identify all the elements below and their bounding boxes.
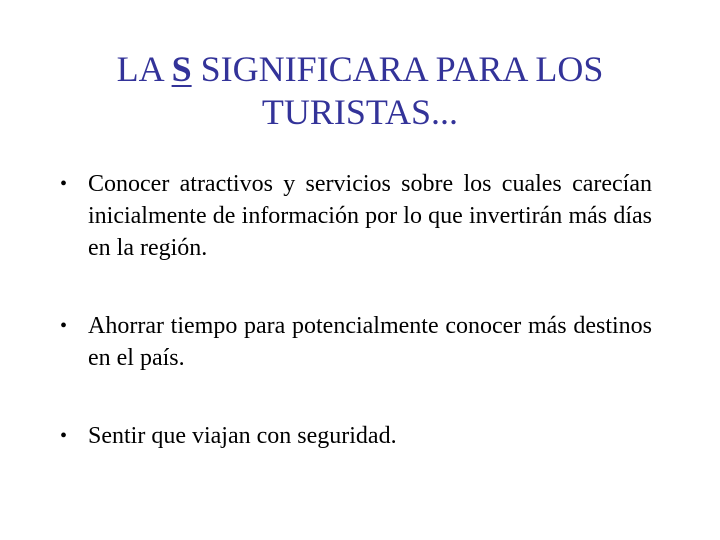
bullet-text: Conocer atractivos y servicios sobre los cuales carecían inicialmente de información por lo que invertirán más días en la región. — [88, 171, 652, 261]
title-highlight-s: S — [171, 49, 192, 89]
bullet-item — [60, 310, 652, 374]
bullet-text: Sentir que viajan con seguridad. — [88, 423, 397, 449]
title-part2: SIGNIFICARA PARA LOS — [191, 49, 604, 89]
title-line2: TURISTAS... — [261, 92, 459, 132]
bullet-marker: • — [60, 425, 68, 447]
bullet-item — [60, 420, 652, 452]
bullet-text: Ahorrar tiempo para potencialmente conocer más destinos en el país. — [88, 313, 652, 371]
bullet-list — [60, 168, 652, 452]
title-part1: LA — [116, 49, 172, 89]
bullet-item — [60, 168, 652, 264]
bullet-marker: • — [60, 173, 68, 195]
bullet-marker: • — [60, 315, 68, 337]
slide-title — [40, 48, 680, 134]
